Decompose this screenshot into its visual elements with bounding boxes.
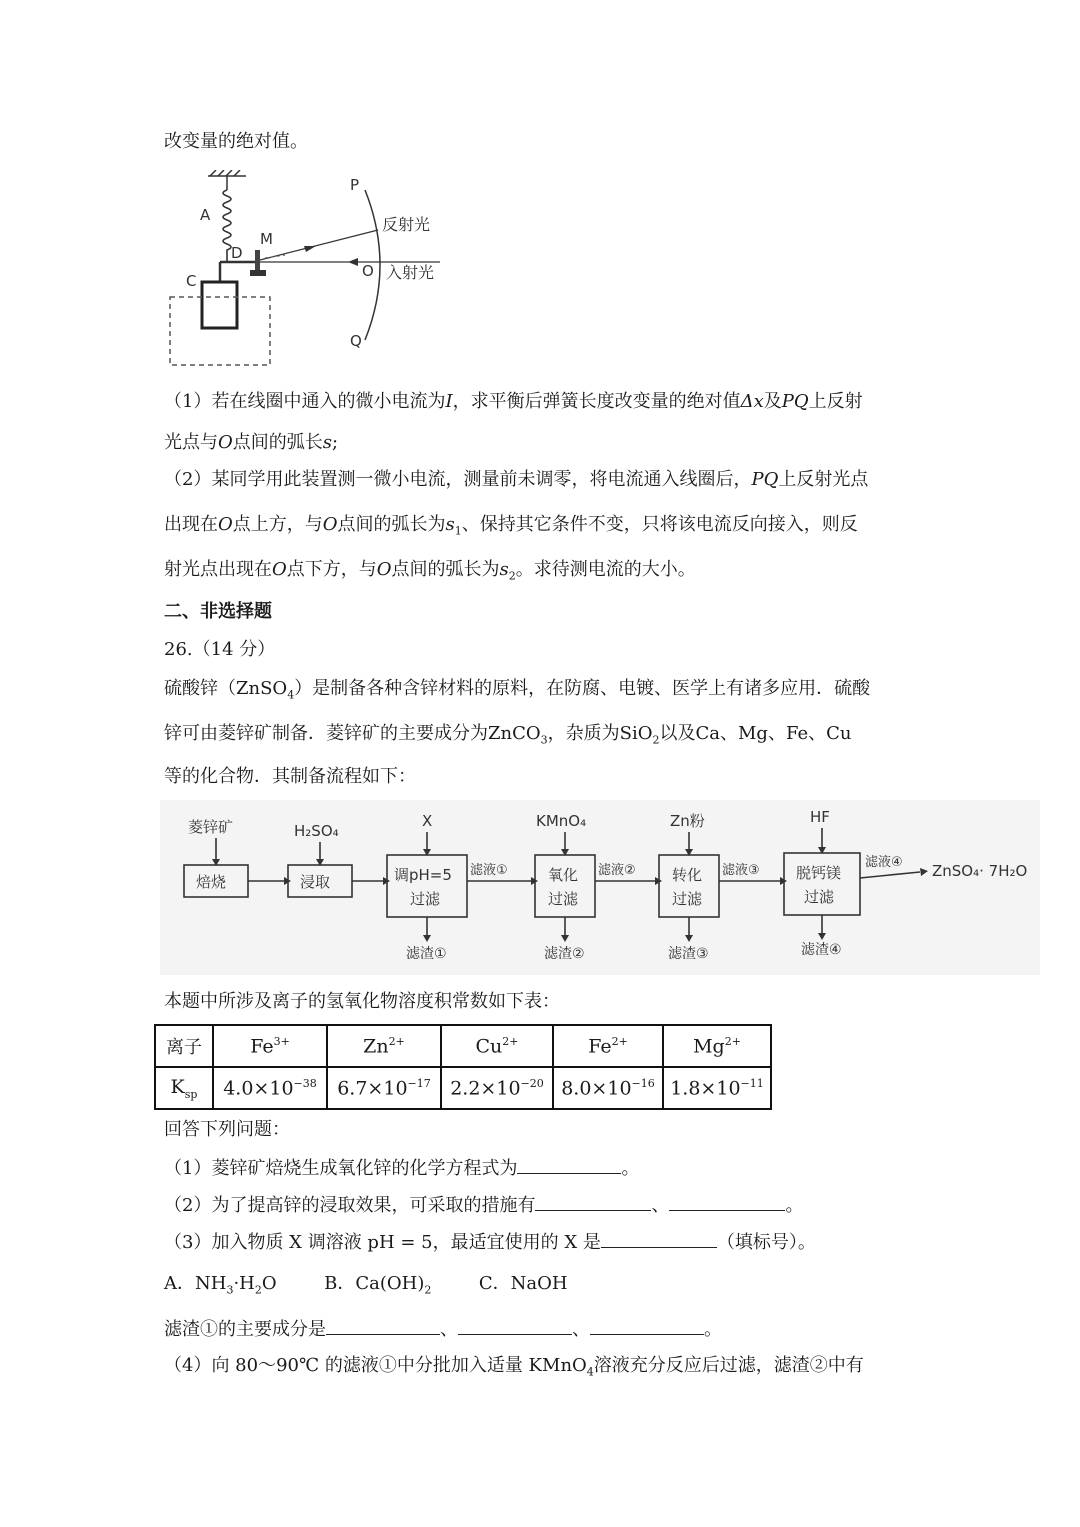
filtrate-2: 滤液② [598,863,636,878]
residue-1: 滤渣① [406,946,447,962]
q26-intro-line3: 等的化合物．其制备流程如下： [164,766,416,787]
table-intro: 本题中所涉及离子的氢氧化物溶度积常数如下表： [164,991,560,1012]
step-filter1: 过滤 [410,890,441,908]
coil [202,282,237,328]
input-h2so4: H₂SO₄ [294,822,339,840]
input-kmno4: KMnO₄ [536,812,587,830]
label-D: D [231,244,243,262]
label-Q: Q [350,332,362,350]
ion-row [155,1025,771,1067]
option-b: B．$Ca(OH)_2$ [324,1273,432,1297]
spring [223,190,231,262]
incident-arrow [348,258,358,266]
mirror [255,250,260,270]
reflected-ray [260,230,378,260]
answer-blank[interactable] [601,1229,717,1248]
answer-blank[interactable] [590,1316,704,1335]
step-oxidize: 氧化 [548,866,579,884]
step-decalc: 脱钙镁 [796,864,842,882]
label-C: C [186,272,197,290]
answer-blank[interactable] [326,1316,440,1335]
input-hf: HF [810,808,830,826]
step-roast: 焙烧 [196,873,227,891]
q25-part2-line2: 出现在O点上方，与O点间的弧长为$s_1$、保持其它条件不变，只将该电流反向接入，则反 [164,514,858,538]
filtrate-3: 滤液③ [722,863,760,878]
options-row [164,1272,568,1303]
step-filter4: 过滤 [804,888,835,906]
residue-3: 滤渣③ [668,946,709,962]
residue-question: 滤渣①的主要成分是 、 、 。 [164,1316,722,1342]
input-x: X [422,812,433,830]
field-region [170,297,270,365]
input-ore: 菱锌矿 [188,818,234,836]
answer-blank[interactable] [517,1155,621,1174]
ion-label: 离子 [155,1025,213,1067]
input-zn: Zn粉 [670,812,705,830]
label-incident: 入射光 [386,263,435,282]
answer-blank[interactable] [535,1192,651,1211]
section-title: 二、非选择题 [164,601,272,622]
ceiling-support [208,170,246,190]
answer-blank[interactable] [669,1192,785,1211]
ion-cell: $Fe^{3+}$ [213,1025,327,1067]
label-reflected: 反射光 [382,215,431,234]
product: ZnSO₄· 7H₂O [932,862,1028,880]
ion-cell: $Cu^{2+}$ [441,1025,553,1067]
ksp-cell: $4.0\times 10^{-38}$ [213,1067,327,1109]
ksp-row [155,1067,771,1109]
label-M: M [260,230,273,248]
sub-question-4: （4）向 80～90℃ 的滤液①中分批加入适量 KMnO$_4$溶液充分反应后过滤，滤渣②中有 [164,1355,864,1379]
ksp-label: $K_{sp}$ [155,1067,213,1109]
label-A: A [200,206,211,224]
step-convert: 转化 [672,866,703,884]
sub-question-1: （1）菱锌矿焙烧生成氧化锌的化学方程式为 。 [164,1155,639,1181]
answer-prompt: 回答下列问题： [164,1119,290,1140]
process-flow-chart [160,800,1040,975]
step-filter2: 过滤 [548,890,579,908]
q25-part1-line1: （1）若在线圈中通入的微小电流为I，求平衡后弹簧长度改变量的绝对值Δx及PQ上反射 [164,391,863,412]
q26-intro-line2: 锌可由菱锌矿制备．菱锌矿的主要成分为ZnCO$_3$，杂质为SiO$_2$以及Ca、Mg、Fe、Cu [164,723,852,747]
answer-blank[interactable] [458,1316,572,1335]
intro-fragment: 改变量的绝对值。 [164,131,308,152]
ksp-cell: $2.2\times 10^{-20}$ [441,1067,553,1109]
label-P: P [350,176,360,194]
ion-cell: $Mg^{2+}$ [663,1025,771,1067]
spring-mirror-diagram [160,170,490,375]
q26-intro-line1: 硫酸锌（ZnSO$_4$）是制备各种含锌材料的原料，在防腐、电镀、医学上有诸多应用．硫酸 [164,678,871,702]
ion-cell: $Zn^{2+}$ [327,1025,441,1067]
ksp-cell: $8.0\times 10^{-16}$ [553,1067,663,1109]
q25-part2-line1: （2）某同学用此装置测一微小电流，测量前未调零，将电流通入线圈后，PQ上反射光点 [164,469,869,490]
sub-question-2: （2）为了提高锌的浸取效果，可采取的措施有 、 。 [164,1192,803,1218]
residue-2: 滤渣② [544,946,585,962]
option-a: A．$NH_3\cdot H_2O$ [164,1273,277,1297]
label-O: O [362,262,374,280]
sub-question-3: （3）加入物质 X 调溶液 pH = 5，最适宜使用的 X 是 （填标号）。 [164,1229,816,1255]
filtrate-1: 滤液① [470,863,508,878]
step-filter3: 过滤 [672,890,703,908]
option-c: C．NaOH [478,1273,568,1294]
mirror-base [250,270,266,276]
q25-part1-line2: 光点与O点间的弧长s; [164,432,339,453]
ksp-cell: $1.8\times 10^{-11}$ [663,1067,771,1109]
step-leach: 浸取 [300,873,331,891]
reflected-arrow [304,246,316,252]
ion-cell: $Fe^{2+}$ [553,1025,663,1067]
q26-header: 26.（14 分） [164,639,276,660]
ksp-cell: $6.7\times 10^{-17}$ [327,1067,441,1109]
step-ph: 调pH=5 [394,866,452,884]
ksp-table [154,1024,772,1110]
residue-4: 滤渣④ [801,942,842,958]
filtrate-4: 滤液④ [865,855,903,870]
q25-part2-line3: 射光点出现在O点下方，与O点间的弧长为$s_2$。求待测电流的大小。 [164,559,696,583]
